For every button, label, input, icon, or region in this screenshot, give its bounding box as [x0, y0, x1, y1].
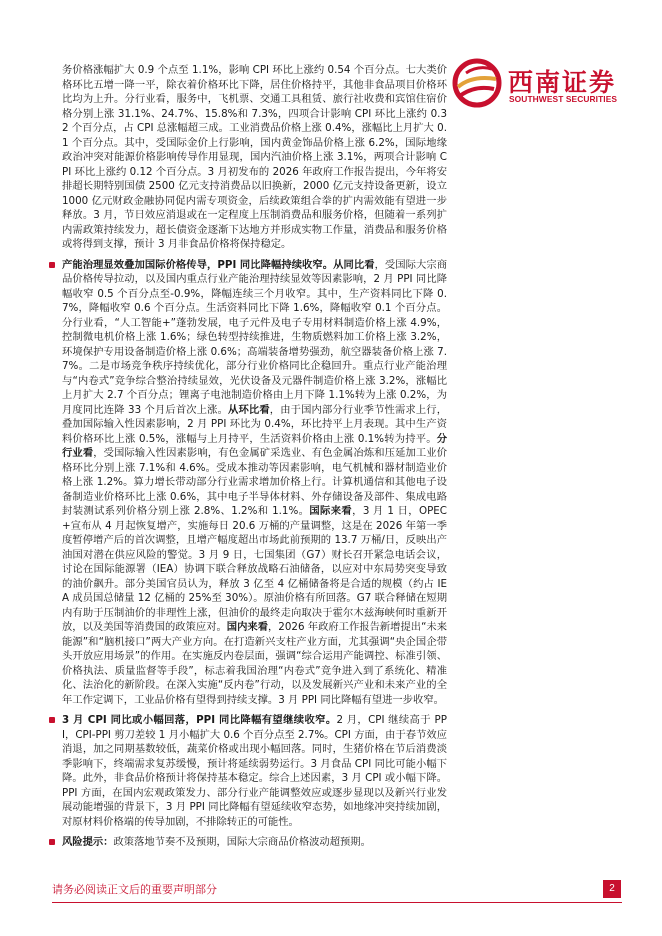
section-text: ，2026 年政府工作报告新增提出“未来能源”和“脑机接口”两大产业方向。在打造新兴支柱产业方面，尤其强调“央企国企带头开放应用场景”的作用。在实施反内卷层面，强调“综合运用产能调控、标准引领、价格执法、质量监督等手段”，标志着我国治理“内卷式”竞争进入到了系统化、精准化、法治化的新阶段。在深入实施“反内卷”行动，以及发展新兴产业和未来产业的全年工作定调下，工业品价格有望得到持续支撑。3 月 PPI 同比降幅有望进一步收窄。	[62, 621, 448, 706]
bullet-marker-icon	[49, 717, 55, 723]
section-text: 从同比看	[333, 258, 375, 271]
footer-divider	[52, 902, 622, 903]
company-logo-mark-icon	[452, 57, 506, 109]
company-logo-english-name: SOUTHWEST SECURITIES	[509, 94, 618, 104]
section-text: ，受国际大宗商品价格传导拉动，以及国内重点行业产能治理持续显效等因素影响，2 月 PPI 同比降幅收窄 0.5 个百分点至-0.9%，降幅连续三个月收窄。其中，生产资料同比下降 0.7%，降幅收窄 0.6 个百分点。生活资料同比下降 1.6%，降幅收窄 0.1 个百分点。分行业看，“人工智能+”蓬勃发展，电子元件及电子专用材料制造价格上涨 4.9%，控制微电机价格上涨 1.6%；绿色转型持续推进，生物质燃料加工价格上涨 3.2%，环境保护专用设备制造价格上涨 0.6%；高端装备增势强劲，航空器装备价格上涨 7.7%。二是市场竞争秩序持续优化，部分行业价格同比企稳回升。重点行业产能治理与“内卷式”竞争综合整治持续显效，光伏设备及元器件制造价格上涨 3.2%，涨幅比上月扩大 2.7 个百分点；锂离子电池制造价格由上月下降 1.1%转为上涨 0.2%，为月度同比连降 33 个月后首次上涨。	[62, 258, 448, 416]
section-text: 从环比看	[228, 403, 270, 416]
section-risk	[62, 835, 447, 850]
section-text: 政策落地节奏不及预期，国际大宗商品价格波动超预期。	[113, 836, 371, 848]
intro-paragraph: 务价格涨幅扩大 0.9 个点至 1.1%，影响 CPI 环比上涨约 0.54 个百分点。七大类价格环比五增一降一平，除衣着价格环比下降，居住价格持平，其他非食品项目价格环比均为上升。分行业看，服务中，飞机票、交通工具租赁、旅行社收费和宾馆住宿价格分别上涨 31.1%、24.7%、15.8%和 7.3%，四项合计影响 CPI 环比上涨约 0.32 个百分点，占 CPI 总涨幅超三成。工业消费品价格上涨 0.4%，涨幅比上月扩大 0.1 个百分点。其中，受国际金价上行影响，国内黄金饰品价格上涨 6.2%，国际地缘政治冲突对能源价格影响传导作用显现，国内汽油价格上涨 3.1%，两项合计影响 CPI 环比上涨约 0.12 个百分点。3 月初发布的 2026 年政府工作报告提出，今年将安排超长期特别国债 2500 亿元支持消费品以旧换新，2000 亿元支持设备更新，设立 1000 亿元财政金融协同促内需专项资金，后续政策组合拳的扩内需效能有望进一步释放。3 月，节日效应消退或在一定程度上压制消费品和服务价格，但随着一系列扩内需政策持续发力，超长债资金逐渐下达地方并形成实物工作量，消费品和服务价格或将得到支撑，预计 3 月非食品价格将保持稳定。	[62, 64, 447, 250]
company-logo	[452, 57, 622, 109]
company-logo-chinese-name: 西南证券	[508, 68, 617, 97]
section-text: 国内来看	[226, 621, 268, 633]
section-ppi	[62, 258, 447, 708]
bullet-marker-icon	[49, 839, 55, 845]
bullet-marker-icon	[49, 262, 55, 268]
section-text: 分行业看	[62, 432, 447, 459]
section-text: ，受国际输入性因素影响，有色金属矿采选业、有色金属冶炼和压延加工业价格环比分别上涨 7.1%和 4.6%。受成本推动等因素影响，电气机械和器材制造业价格上涨 1.2%。算力增长带动部分行业需求增加价格上行。计算机通信和其他电子设备制造业价格环比上涨 0.6%，其中电子半导体材料、外存储设备及部件、集成电路封装测试系列价格分别上涨 2.8%、1.2%和 1.1%。	[62, 447, 448, 517]
section-risk-paragraph	[62, 835, 447, 850]
section-outlook-paragraph	[62, 713, 447, 829]
section-heading: 产能治理显效叠加国际价格传导，PPI 同比降幅持续收窄。	[62, 258, 334, 271]
section-heading: 风险提示：	[62, 836, 114, 848]
section-text: ，3 月 1 日，OPEC+宣布从 4 月起恢复增产，实施每日 20.6 万桶的产量调整，这是在 2026 年第一季度暂停增产后的首次调整，且增产幅度超出市场此前预期的 13.7 万桶/日，反映出产油国对潜在供应风险的警觉。3 月 9 日，七国集团（G7）财长召开紧急电话会议，讨论在国际能源署（IEA）协调下联合释放战略石油储备，以应对中东局势突变导致的油价飙升。部分美国官员认为，释放 3 亿至 4 亿桶储备将是合适的规模（约占 IEA 成员国总储量 12 亿桶的 25%至 30%）。原油价格有所回落。G7 联合释储在短期内有助于压制油价的非理性上涨，但油价的最终走向取决于霍尔木兹海峡何时重新开放，以及美国等消费国的政策应对。	[62, 505, 447, 633]
section-text: 国际来看	[309, 505, 353, 517]
section-text: ，由于国内部分行业季节性需求上行，叠加国际输入性因素影响，2 月 PPI 环比为 0.4%，环比持平上月表现。其中生产资料价格环比上涨 0.5%，涨幅与上月持平，生活资料价格由上涨 0.1%转为持平。	[62, 403, 448, 445]
report-body	[62, 63, 447, 850]
section-ppi-paragraph	[62, 258, 447, 708]
section-heading: 3 月 CPI 同比或小幅回落，PPI 同比降幅有望继续收窄。	[62, 714, 337, 726]
footer-disclaimer: 请务必阅读正文后的重要声明部分	[52, 883, 217, 896]
section-outlook	[62, 713, 447, 829]
page-number: 2	[603, 880, 621, 898]
section-text: 2 月，CPI 继续高于 PPI，CPI-PPI 剪刀差较 1 月小幅扩大 0.6 个百分点至 2.7%。CPI 方面，由于春节效应消退，加之同期基数较低，蔬菜价格或出现小幅回落。同时，生猪价格在节后消费淡季影响下，终端需求复苏缓慢，预计将延续弱势运行。3 月食品 CPI 同比可能小幅下降。此外，非食品价格预计将保持基本稳定。综合上述因素，3 月 CPI 或小幅下降。PPI 方面，在国内宏观政策发力、部分行业产能调整效应或逐步显现以及新兴行业发展动能增强的背景下，3 月 PPI 同比降幅有望延续收窄态势，如地缘冲突持续加剧，对原材料价格端的传导加剧，不排除转正的可能性。	[62, 714, 447, 828]
